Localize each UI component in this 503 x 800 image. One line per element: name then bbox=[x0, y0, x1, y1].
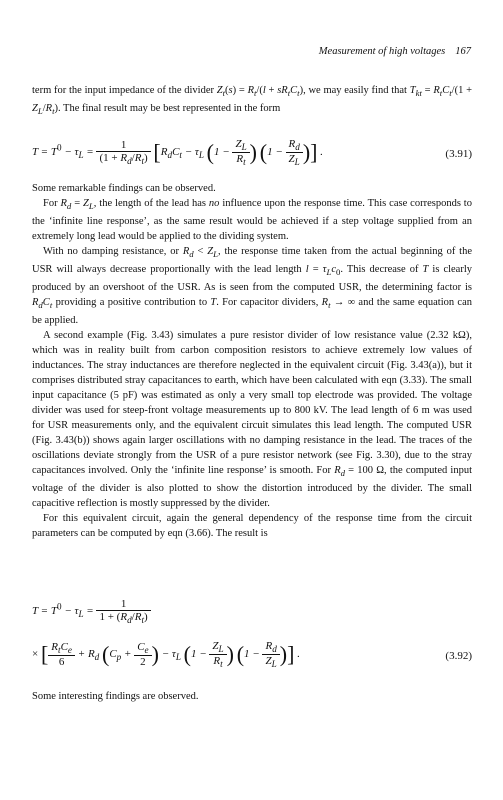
equation-3-91: $T = T^0 - \tau_L$ = $\frac{1}{(1 + R_d/R_t)}$ [$R_dC_t - \tau_L$ (1 − $\frac{Z_L}{R_t}$ ) (1 − $\frac{R_d}{Z_L}$ )] . (3.91) bbox=[32, 138, 472, 168]
paragraph-intro: term for the input impedance of the divider $Z_t(s) = R_t/(l + sR_tC_t)$, we may easily find that $T_{kt} = R_tC_t/(1 + Z_L/R_t)$. The final result may be best represented in the form bbox=[32, 85, 472, 117]
page-number: 167 bbox=[455, 46, 471, 57]
equation-3-92-line2: × [ $\frac{R_tC_e}{6}$ + $R_d$ ($C_p$ + $\frac{C_e}{2}$ ) − $\tau_L$ (1 − $\frac{Z_L}{R_t}$ ) (1 − $\frac{R_d}{Z_L}$ )] . (3.92) bbox=[32, 640, 472, 670]
running-header bbox=[319, 46, 471, 57]
running-title: Measurement of high voltages bbox=[318, 46, 446, 57]
paragraph-remarks: Some remarkable findings can be observed. For $R_d = Z_L$, the length of the lead has no influence upon the response time. This case corresponds to the ‘infinite line response’, as the same result would be achieved if a step voltage supplied from an extremely long lead would be applied to the dividing system. With no damping resistance, or $R_d < Z_L$, the response time taken from the actual beginning of the USR will always decrease proportionally with the lead length $l = \tau_Lc_0$. This decrease of T is clearly produced by an overshoot of the USR. As is seen from the computed USR, the determining factor is $R_dC_t$ providing a positive contribution to T. For capacitor dividers, $R_t$ → ∞ and the same equation can be applied. A second example (Fig. 3.43) simulates a pure resistor divider of low resistance value (2.32 kΩ), which was in reality built from carbon composition resistors to achieve extremely low values of inductances. The stray inductances are therefore neglected in the equivalent circuit (Fig. 3.43(a)), but it comprises distributed stray capacitances to earth, which have been calculated with eqn (3.33). The small input capacitance (5 pF) was estimated as only a very small top electrode was provided. The voltage divider was used for steep-front voltage measurements up to 800 kV. The lead length of 6 m was used for USR measurements only, and the equivalent circuit simulates this lead length. The computed USR (Fig. 3.43(b)) shows again larger oscillations with no damping resistance in the lead. The traces of the oscillations deviate strongly from the USR of a pure resistor network (see Fig. 3.30), due to the stray capacitances involved. Only the ‘infinite line response’ is smooth. For $R_d = 100$ Ω, the computed input voltage of the divider is also plotted to show the distortion introduced by the divider. The small capacitive reflection is mostly suppressed by the divider. For this equivalent circuit, again the general dependency of the response time from the circuit parameters can be computed by eqn (3.66). The result is bbox=[32, 183, 473, 540]
equation-number-3-91: (3.91) bbox=[445, 148, 472, 160]
equation-3-92-line1: $T = T^0 - \tau_L$ = $\frac{1}{1 + (R_d/R_t)}$ bbox=[32, 598, 472, 625]
equation-number-3-92: (3.92) bbox=[445, 650, 472, 662]
paragraph-closing: Some interesting findings are observed. bbox=[32, 691, 199, 702]
